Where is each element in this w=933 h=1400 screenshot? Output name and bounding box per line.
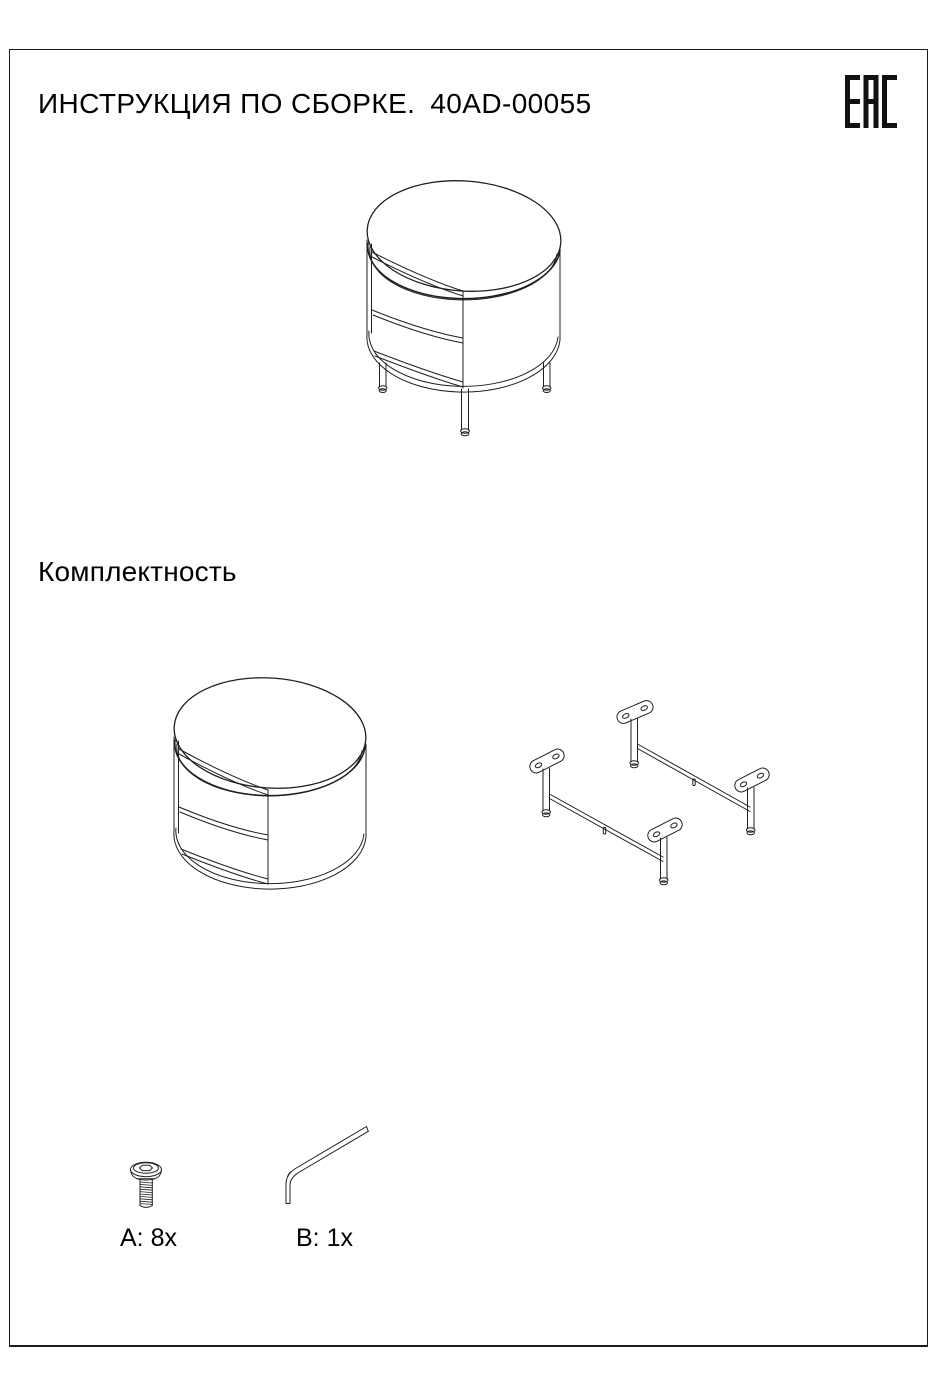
assembled-table-drawing xyxy=(352,168,578,444)
model-number: 40AD-00055 xyxy=(430,88,592,119)
title-text: ИНСТРУКЦИЯ ПО СБОРКЕ. xyxy=(38,88,416,119)
hardware-label-b: B: 1x xyxy=(296,1224,353,1252)
hardware-label-a: A: 8x xyxy=(120,1224,177,1252)
section-heading: Комплектность xyxy=(38,556,237,587)
leg-frames-drawing xyxy=(515,688,805,893)
table-body-drawing xyxy=(165,668,375,898)
hex-key-drawing xyxy=(276,1120,376,1212)
page-title xyxy=(38,88,592,120)
screw-a-drawing xyxy=(124,1155,169,1217)
eac-certification-mark xyxy=(845,75,897,128)
